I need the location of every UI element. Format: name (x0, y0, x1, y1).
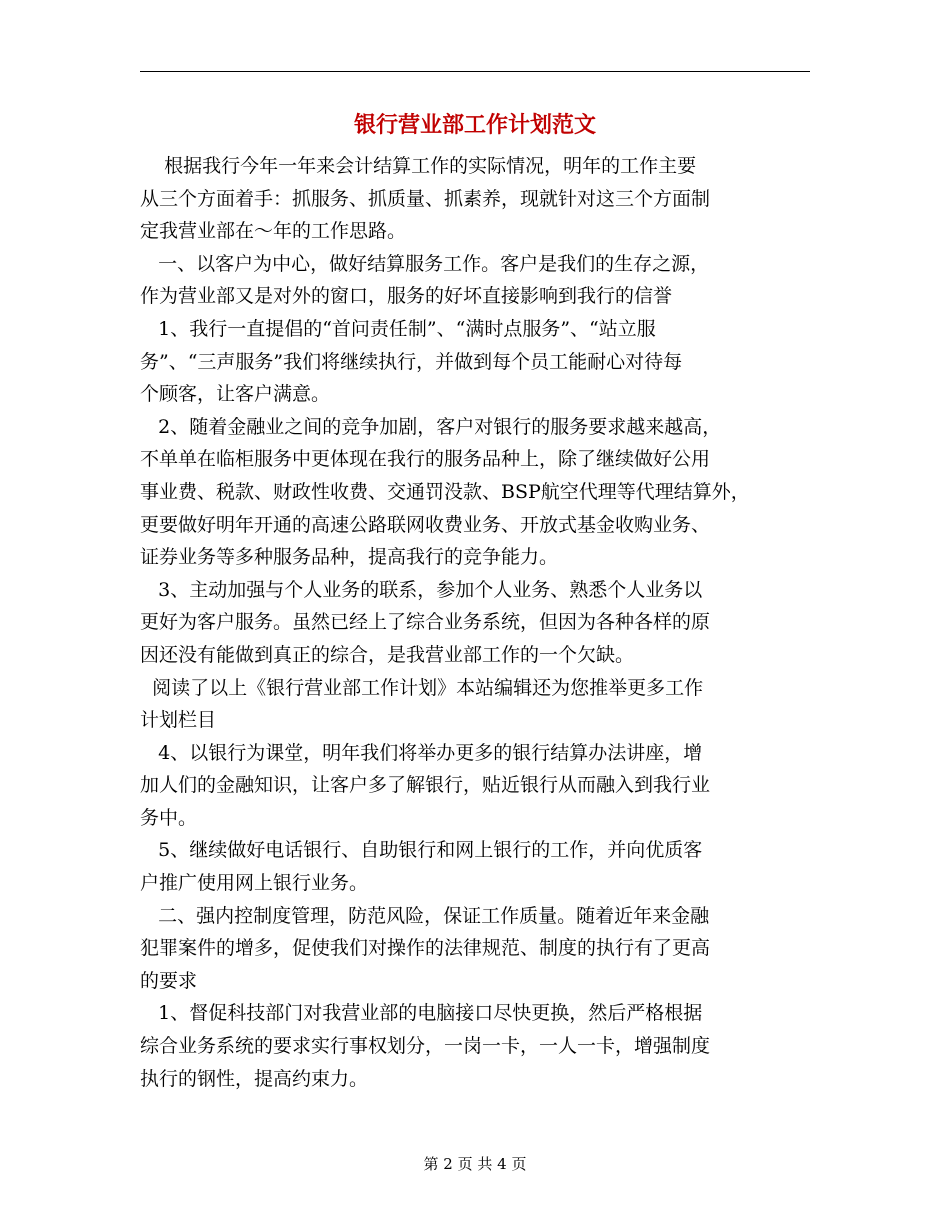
text-line: 从三个方面着手：抓服务、抓质量、抓素养，现就针对这三个方面制 (140, 187, 711, 210)
text-line: 更好为客户服务。虽然已经上了综合业务系统，但因为各种各样的原 (140, 611, 711, 634)
text-line: 根据我行今年一年来会计结算工作的实际情况，明年的工作主要 (140, 155, 697, 177)
text-line: 更要做好明年开通的高速公路联网收费业务、开放式基金收购业务、 (140, 513, 711, 536)
text-line: 4、以银行为课堂，明年我们将举办更多的银行结算办法讲座，增 (140, 741, 703, 764)
document-body (140, 150, 820, 1095)
text-line: 务中。 (140, 806, 198, 829)
page-number: 第 2 页 共 4 页 (423, 1155, 527, 1173)
text-line: 加人们的金融知识，让客户多了解银行，贴近银行从而融入到我行业 (140, 774, 711, 797)
text-line: 的要求 (140, 969, 198, 992)
text-line: 3、主动加强与个人业务的联系，参加个人业务、熟悉个人业务以 (140, 578, 703, 601)
text-line: 一、以客户为中心，做好结算服务工作。客户是我们的生存之源， (140, 252, 710, 275)
text-line: 二、强内控制度管理，防范风险，保证工作质量。随着近年来金融 (140, 904, 710, 927)
text-line: 务”、“三声服务”我们将继续执行，并做到每个员工能耐心对待每 (140, 350, 683, 373)
text-line: 事业费、税款、财政性收费、交通罚没款、BSP航空代理等代理结算外， (140, 480, 750, 503)
text-line: 执行的钢性，提高约束力。 (140, 1067, 369, 1090)
text-line: 户推广使用网上银行业务。 (140, 872, 369, 895)
text-line: 因还没有能做到真正的综合，是我营业部工作的一个欠缺。 (140, 643, 635, 666)
text-line: 1、我行一直提倡的“首问责任制”、“满时点服务”、“站立服 (140, 317, 656, 340)
text-line: 犯罪案件的增多，促使我们对操作的法律规范、制度的执行有了更高 (140, 937, 711, 960)
text-line: 证券业务等多种服务品种，提高我行的竞争能力。 (140, 546, 559, 569)
text-line: 不单单在临柜服务中更体现在我行的服务品种上，除了继续做好公用 (140, 448, 711, 471)
header-rule (140, 71, 810, 72)
text-line: 定我营业部在～年的工作思路。 (140, 220, 407, 243)
text-line: 阅读了以上《银行营业部工作计划》本站编辑还为您推举更多工作 (140, 676, 704, 699)
text-line: 2、随着金融业之间的竞争加剧，客户对银行的服务要求越来越高， (140, 415, 722, 438)
document-title: 银行营业部工作计划范文 (353, 112, 596, 138)
text-line: 计划栏目 (140, 709, 217, 732)
text-line: 综合业务系统的要求实行事权划分，一岗一卡，一人一卡，增强制度 (140, 1035, 711, 1058)
text-line: 1、督促科技部门对我营业部的电脑接口尽快更换，然后严格根据 (140, 1002, 703, 1025)
text-line: 作为营业部又是对外的窗口，服务的好坏直接影响到我行的信誉 (140, 285, 673, 308)
text-line: 个顾客，让客户满意。 (140, 383, 331, 406)
text-line: 5、继续做好电话银行、自助银行和网上银行的工作，并向优质客 (140, 839, 703, 862)
